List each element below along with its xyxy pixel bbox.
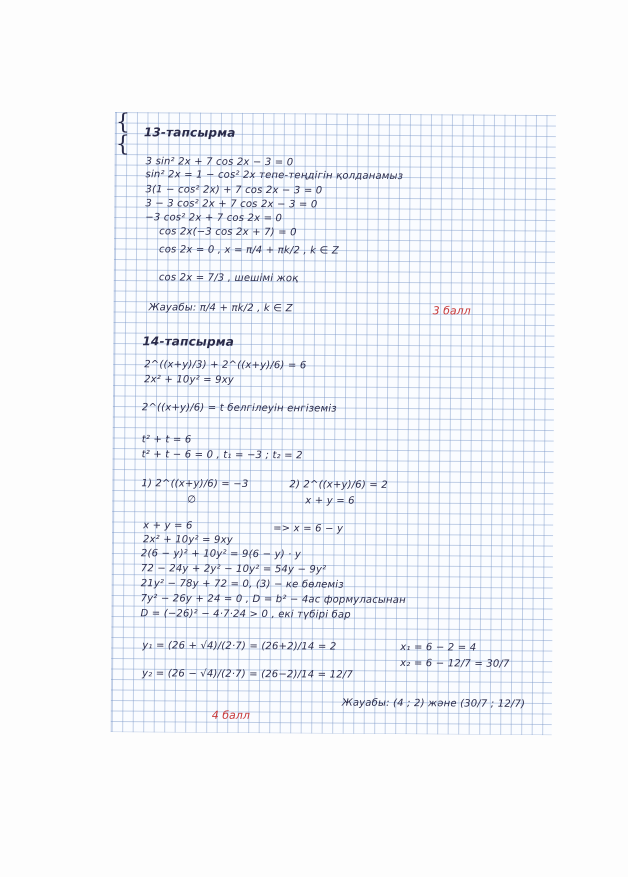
system-equation: 2x² + 10y² = 9xy [144, 374, 234, 386]
task14-line: 2^((x+y)/6) = t белгілеуін енгіземіз [141, 402, 337, 415]
task13-line: cos 2x = 0 , x = π/4 + πk/2 , k ∈ Z [159, 244, 339, 257]
task14-answer: Жауабы: (4 ; 2) және (30/7 ; 12/7) [341, 697, 526, 710]
task13-score: 3 балл [432, 304, 471, 318]
system-brace: { [115, 110, 131, 136]
task14-line: x + y = 6 [305, 495, 355, 507]
system-equation: 2x² + 10y² = 9xy [142, 534, 233, 546]
task14-line: 7y² − 26y + 24 = 0 , D = b² − 4ac формуласынан [140, 593, 406, 607]
task13-line: cos 2x = 7/3 , шешімі жоқ [158, 272, 299, 285]
task13-answer: Жауабы: π/4 + πk/2 , k ∈ Z [148, 302, 293, 315]
task14-case: 1) 2^((x+y)/6) = −3 [141, 478, 249, 490]
root-y2: y₂ = (26 − √4)/(2·7) = (26−2)/14 = 12/7 [142, 668, 353, 681]
task13-line: 3 − 3 cos² 2x + 7 cos 2x − 3 = 0 [145, 198, 318, 211]
task13-heading: 13-тапсырма [143, 125, 236, 140]
task14-line: D = (−26)² − 4·7·24 > 0 , екі түбірі бар [140, 608, 351, 621]
substitution: => x = 6 − y [273, 523, 344, 535]
root-x1: x₁ = 6 − 2 = 4 [400, 642, 477, 654]
task14-case: 2) 2^((x+y)/6) = 2 [289, 479, 388, 491]
task13-line: sin² 2x = 1 − cos² 2x тепе-теңдігін қолданамыз [145, 169, 404, 183]
task14-line: 72 − 24y + 2y² − 10y² = 54y − 9y² [140, 563, 327, 576]
task13-line: 3 sin² 2x + 7 cos 2x − 3 = 0 [145, 156, 294, 169]
graph-paper-sheet [111, 112, 556, 735]
task14-heading: 14-тапсырма [142, 334, 235, 349]
task13-line: −3 cos² 2x + 7 cos 2x = 0 [145, 212, 283, 225]
task13-line: 3(1 − cos² 2x) + 7 cos 2x − 3 = 0 [145, 184, 323, 197]
task14-line: 2(6 − y)² + 10y² = 9(6 − y) · y [140, 548, 302, 561]
root-y1: y₁ = (26 + √4)/(2·7) = (26+2)/14 = 2 [142, 640, 337, 653]
task13-line: cos 2x(−3 cos 2x + 7) = 0 [159, 226, 297, 239]
task14-line: t² + t = 6 [141, 434, 192, 446]
system-brace: { [115, 132, 130, 158]
system-equation: x + y = 6 [143, 520, 193, 532]
task14-line: 21y² − 78y + 72 = 0, (3) − ке бөлеміз [140, 578, 344, 591]
system-equation: 2^((x+y)/3) + 2^((x+y)/6) = 6 [144, 359, 307, 372]
empty-set: ∅ [187, 494, 197, 506]
task14-line: t² + t − 6 = 0 , t₁ = −3 ; t₂ = 2 [141, 449, 303, 462]
task14-score: 4 балл [211, 708, 250, 722]
root-x2: x₂ = 6 − 12/7 = 30/7 [400, 658, 510, 670]
